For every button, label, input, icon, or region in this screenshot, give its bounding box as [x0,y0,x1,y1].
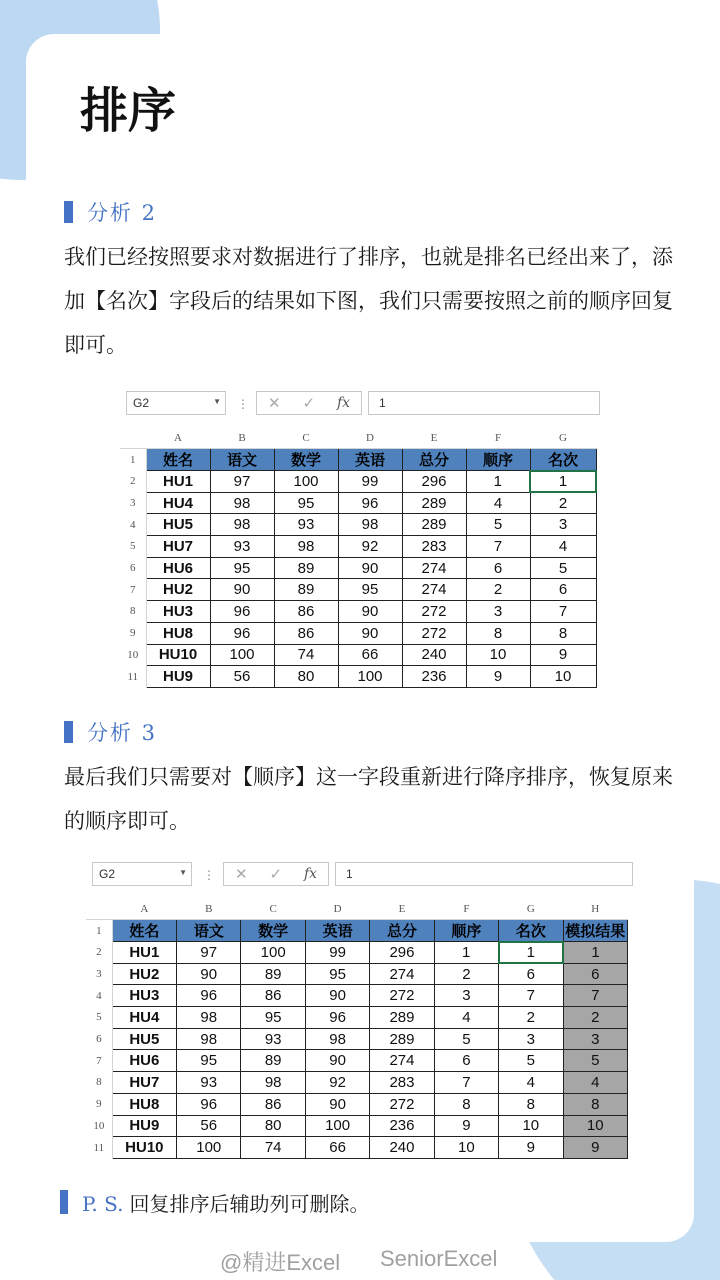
data-cell[interactable]: 90 [210,579,274,601]
name-box[interactable] [92,862,192,886]
data-cell[interactable]: 98 [177,1007,241,1029]
table-row [120,666,596,688]
data-cell[interactable]: 56 [210,666,274,688]
data-cell[interactable]: 96 [210,622,274,644]
chevron-down-icon: ▼ [179,868,187,877]
header-cell[interactable]: 总分 [402,448,466,471]
cancel-icon[interactable]: ✕ [267,395,281,412]
table-header-row [120,448,596,471]
data-cell[interactable]: 1 [530,471,596,493]
data-cell[interactable]: 9 [530,644,596,666]
data-cell[interactable]: 86 [241,1093,305,1115]
data-cell[interactable]: 96 [305,1007,369,1029]
data-cell[interactable]: 96 [177,985,241,1007]
data-cell[interactable]: 272 [402,622,466,644]
name-cell[interactable]: HU6 [112,1050,176,1072]
spreadsheet-grid-2 [86,899,628,1159]
name-cell[interactable]: HU1 [112,942,176,964]
data-cell[interactable]: 272 [370,985,434,1007]
data-cell[interactable]: 2 [434,963,498,985]
data-cell[interactable]: 274 [402,557,466,579]
data-cell[interactable]: 90 [305,1050,369,1072]
row-number[interactable]: 7 [120,579,146,601]
data-cell[interactable]: 272 [370,1093,434,1115]
table-row [86,942,628,964]
column-letter-C[interactable]: C [241,899,305,919]
data-cell[interactable]: 1 [563,942,628,964]
data-cell[interactable]: 89 [274,557,338,579]
row-number[interactable]: 9 [86,1093,112,1115]
confirm-icon[interactable]: ✓ [302,395,316,412]
name-cell[interactable]: HU10 [112,1137,176,1159]
data-cell[interactable]: 80 [274,666,338,688]
row-number[interactable]: 10 [86,1115,112,1137]
data-cell[interactable]: 296 [402,471,466,493]
name-cell[interactable]: HU9 [146,666,210,688]
data-cell[interactable]: 98 [210,514,274,536]
data-cell[interactable]: 289 [370,1028,434,1050]
data-cell[interactable]: 9 [499,1137,563,1159]
data-cell[interactable]: 98 [177,1028,241,1050]
header-cell[interactable]: 名次 [530,448,596,471]
row-number[interactable]: 8 [120,601,146,623]
name-cell[interactable]: HU5 [146,514,210,536]
data-cell[interactable]: 3 [530,514,596,536]
data-cell[interactable]: 283 [370,1072,434,1094]
data-cell[interactable]: 93 [177,1072,241,1094]
data-cell[interactable]: 3 [466,601,530,623]
data-cell[interactable]: 95 [338,579,402,601]
data-cell[interactable]: 80 [241,1115,305,1137]
ps-note [82,1188,369,1217]
confirm-icon[interactable]: ✓ [269,866,283,883]
data-cell[interactable]: 9 [434,1115,498,1137]
column-letter-F[interactable]: F [466,428,530,448]
function-icon[interactable]: fx [336,395,351,411]
data-cell[interactable]: 7 [499,985,563,1007]
header-cell[interactable]: 数学 [241,919,305,942]
table-row [120,536,596,558]
data-cell[interactable]: 240 [370,1137,434,1159]
data-cell[interactable]: 8 [434,1093,498,1115]
header-cell[interactable]: 数学 [274,448,338,471]
name-box[interactable] [126,391,226,415]
name-cell[interactable]: HU3 [112,985,176,1007]
header-cell[interactable]: 顺序 [466,448,530,471]
header-cell[interactable]: 英语 [338,448,402,471]
data-cell[interactable]: 93 [210,536,274,558]
table-row [120,557,596,579]
watermark-right: SeniorExcel [380,1246,498,1271]
data-cell[interactable]: 289 [370,1007,434,1029]
data-cell[interactable]: 6 [434,1050,498,1072]
data-cell[interactable]: 5 [530,557,596,579]
data-cell[interactable]: 96 [177,1093,241,1115]
data-cell[interactable]: 1 [466,471,530,493]
data-cell[interactable]: 4 [499,1072,563,1094]
column-letter-F[interactable]: F [434,899,498,919]
data-cell[interactable]: 90 [338,622,402,644]
table-row [120,622,596,644]
data-cell[interactable]: 236 [402,666,466,688]
data-cell[interactable]: 97 [210,471,274,493]
header-cell[interactable]: 姓名 [146,448,210,471]
data-cell[interactable]: 98 [338,514,402,536]
data-cell[interactable]: 272 [402,601,466,623]
watermark-left: @精进Excel [220,1250,341,1275]
corner-cell[interactable] [120,428,146,448]
header-cell[interactable]: 模拟结果 [563,919,628,942]
section-2-heading [64,199,157,225]
name-cell[interactable]: HU7 [112,1072,176,1094]
table-row [86,1137,628,1159]
data-cell[interactable]: 296 [370,942,434,964]
data-cell[interactable]: 100 [210,644,274,666]
data-cell[interactable]: 90 [305,1093,369,1115]
data-cell[interactable]: 9 [563,1137,628,1159]
data-cell[interactable]: 5 [499,1050,563,1072]
table-header-row [86,919,628,942]
header-cell[interactable]: 语文 [177,919,241,942]
column-letter-D[interactable]: D [338,428,402,448]
formula-buttons [223,862,329,886]
data-cell[interactable]: 8 [499,1093,563,1115]
row-number[interactable]: 1 [86,919,112,942]
name-cell[interactable]: HU4 [146,492,210,514]
data-cell[interactable]: 2 [563,1007,628,1029]
name-cell[interactable]: HU5 [112,1028,176,1050]
data-cell[interactable]: 95 [305,963,369,985]
table-row [86,1115,628,1137]
row-number[interactable]: 3 [86,963,112,985]
column-letters-row [120,428,596,448]
data-cell[interactable]: 274 [370,1050,434,1072]
data-cell[interactable]: 98 [241,1072,305,1094]
data-cell[interactable]: 86 [241,985,305,1007]
data-cell[interactable]: 56 [177,1115,241,1137]
data-cell[interactable]: 6 [466,557,530,579]
table-row [86,985,628,1007]
table-row [86,1050,628,1072]
data-cell[interactable]: 3 [563,1028,628,1050]
data-cell[interactable]: 289 [402,492,466,514]
data-cell[interactable]: 100 [274,471,338,493]
data-cell[interactable]: 4 [563,1072,628,1094]
row-number[interactable]: 2 [86,942,112,964]
data-cell[interactable]: 92 [338,536,402,558]
row-number[interactable]: 1 [120,448,146,471]
page-title: 排序 [80,83,177,139]
data-cell[interactable]: 66 [305,1137,369,1159]
section-3-label: 分析 3 [87,721,158,745]
data-cell[interactable]: 6 [563,963,628,985]
row-number[interactable]: 10 [120,644,146,666]
column-letter-A[interactable]: A [146,428,210,448]
data-cell[interactable]: 283 [402,536,466,558]
header-cell[interactable]: 英语 [305,919,369,942]
data-cell[interactable]: 92 [305,1072,369,1094]
name-cell[interactable]: HU2 [112,963,176,985]
excel-screenshot-2 [86,852,633,1160]
row-number[interactable]: 8 [86,1072,112,1094]
data-cell[interactable]: 10 [434,1137,498,1159]
row-number[interactable]: 2 [120,471,146,493]
name-cell[interactable]: HU8 [146,622,210,644]
row-number[interactable]: 11 [86,1137,112,1159]
row-number[interactable]: 7 [86,1050,112,1072]
column-letter-C[interactable]: C [274,428,338,448]
name-cell[interactable]: HU6 [146,557,210,579]
header-cell[interactable]: 顺序 [434,919,498,942]
data-cell[interactable]: 99 [305,942,369,964]
header-cell[interactable]: 语文 [210,448,274,471]
row-number[interactable]: 6 [86,1028,112,1050]
data-cell[interactable]: 6 [499,963,563,985]
ps-marker [60,1190,68,1214]
data-cell[interactable]: 10 [563,1115,628,1137]
header-cell[interactable]: 名次 [499,919,563,942]
data-cell[interactable]: 6 [530,579,596,601]
table-row [120,471,596,493]
formula-input[interactable]: 1 [335,862,633,886]
data-cell[interactable]: 90 [338,601,402,623]
corner-cell[interactable] [86,899,112,919]
table-row [120,514,596,536]
spreadsheet-grid-1 [120,428,597,688]
table-row [86,1007,628,1029]
more-dots-icon: ⋮ [203,868,215,882]
more-dots-icon: ⋮ [237,397,249,411]
data-cell[interactable]: 7 [466,536,530,558]
data-cell[interactable]: 98 [305,1028,369,1050]
name-cell[interactable]: HU10 [146,644,210,666]
data-cell[interactable]: 90 [177,963,241,985]
data-cell[interactable]: 100 [241,942,305,964]
header-cell[interactable]: 总分 [370,919,434,942]
column-letter-G[interactable]: G [499,899,563,919]
formula-bar [86,862,633,892]
table-row [120,644,596,666]
row-number[interactable]: 5 [86,1007,112,1029]
chevron-down-icon: ▼ [213,397,221,406]
row-number[interactable]: 4 [120,514,146,536]
data-cell[interactable]: 7 [563,985,628,1007]
row-number[interactable]: 6 [120,557,146,579]
data-cell[interactable]: 274 [402,579,466,601]
data-cell[interactable]: 95 [210,557,274,579]
data-cell[interactable]: 5 [466,514,530,536]
column-letter-D[interactable]: D [305,899,369,919]
data-cell[interactable]: 7 [434,1072,498,1094]
name-cell[interactable]: HU1 [146,471,210,493]
data-cell[interactable]: 89 [241,1050,305,1072]
row-number[interactable]: 11 [120,666,146,688]
data-cell[interactable]: 10 [466,644,530,666]
section-2-label: 分析 2 [87,201,158,225]
data-cell[interactable]: 3 [499,1028,563,1050]
data-cell[interactable]: 74 [241,1137,305,1159]
section-marker [64,721,73,743]
formula-bar [120,391,600,421]
data-cell[interactable]: 100 [338,666,402,688]
formula-input[interactable]: 1 [368,391,600,415]
data-cell[interactable]: 96 [338,492,402,514]
data-cell[interactable]: 90 [305,985,369,1007]
data-cell[interactable]: 5 [434,1028,498,1050]
data-cell[interactable]: 100 [305,1115,369,1137]
name-cell[interactable]: HU9 [112,1115,176,1137]
data-cell[interactable]: 8 [563,1093,628,1115]
header-cell[interactable]: 姓名 [112,919,176,942]
data-cell[interactable]: 1 [434,942,498,964]
data-cell[interactable]: 3 [434,985,498,1007]
data-cell[interactable]: 274 [370,963,434,985]
data-cell[interactable]: 4 [466,492,530,514]
data-cell[interactable]: 98 [210,492,274,514]
table-row [86,1093,628,1115]
data-cell[interactable]: 1 [499,942,563,964]
name-box-value: G2 [133,396,150,410]
section-3-text: 最后我们只需要对【顺序】这一字段重新进行降序排序，恢复原来的顺序即可。 [64,765,673,833]
data-cell[interactable]: 8 [530,622,596,644]
data-cell[interactable]: 8 [466,622,530,644]
data-cell[interactable]: 93 [241,1028,305,1050]
data-cell[interactable]: 100 [177,1137,241,1159]
formula-buttons [256,391,362,415]
column-letter-G[interactable]: G [530,428,596,448]
name-cell[interactable]: HU7 [146,536,210,558]
data-cell[interactable]: 96 [210,601,274,623]
data-cell[interactable]: 2 [530,492,596,514]
data-cell[interactable]: 9 [466,666,530,688]
data-cell[interactable]: 95 [177,1050,241,1072]
ps-text: 回复排序后辅助列可删除。 [129,1192,370,1216]
data-cell[interactable]: 7 [530,601,596,623]
data-cell[interactable]: 66 [338,644,402,666]
data-cell[interactable]: 240 [402,644,466,666]
column-letter-H[interactable]: H [563,899,628,919]
table-row [120,601,596,623]
data-cell[interactable]: 74 [274,644,338,666]
row-number[interactable]: 5 [120,536,146,558]
ps-tag: P. S. [82,1192,124,1216]
column-letters-row [86,899,628,919]
column-letter-E[interactable]: E [370,899,434,919]
data-cell[interactable]: 236 [370,1115,434,1137]
data-cell[interactable]: 4 [530,536,596,558]
data-cell[interactable]: 95 [274,492,338,514]
data-cell[interactable]: 90 [338,557,402,579]
data-cell[interactable]: 89 [241,963,305,985]
data-cell[interactable]: 2 [499,1007,563,1029]
data-cell[interactable]: 10 [530,666,596,688]
cancel-icon[interactable]: ✕ [234,866,248,883]
table-row [86,1072,628,1094]
data-cell[interactable]: 86 [274,601,338,623]
column-letter-B[interactable]: B [210,428,274,448]
excel-screenshot-1 [120,380,600,688]
data-cell[interactable]: 5 [563,1050,628,1072]
table-row [120,492,596,514]
data-cell[interactable]: 4 [434,1007,498,1029]
table-row [120,579,596,601]
data-cell[interactable]: 99 [338,471,402,493]
name-cell[interactable]: HU2 [146,579,210,601]
name-cell[interactable]: HU4 [112,1007,176,1029]
data-cell[interactable]: 98 [274,536,338,558]
data-cell[interactable]: 86 [274,622,338,644]
function-icon[interactable]: fx [303,866,318,882]
row-number[interactable]: 3 [120,492,146,514]
section-marker [64,201,73,223]
data-cell[interactable]: 97 [177,942,241,964]
data-cell[interactable]: 95 [241,1007,305,1029]
table-row [86,1028,628,1050]
data-cell[interactable]: 89 [274,579,338,601]
data-cell[interactable]: 10 [499,1115,563,1137]
data-cell[interactable]: 289 [402,514,466,536]
column-letter-B[interactable]: B [177,899,241,919]
row-number[interactable]: 9 [120,622,146,644]
data-cell[interactable]: 2 [466,579,530,601]
section-3-heading [64,719,157,745]
column-letter-A[interactable]: A [112,899,176,919]
name-box-value: G2 [99,867,116,881]
name-cell[interactable]: HU3 [146,601,210,623]
column-letter-E[interactable]: E [402,428,466,448]
name-cell[interactable]: HU8 [112,1093,176,1115]
data-cell[interactable]: 93 [274,514,338,536]
section-2-text: 我们已经按照要求对数据进行了排序，也就是排名已经出来了，添加【名次】字段后的结果如下图，我们只需要按照之前的顺序回复即可。 [64,245,673,357]
table-row [86,963,628,985]
row-number[interactable]: 4 [86,985,112,1007]
